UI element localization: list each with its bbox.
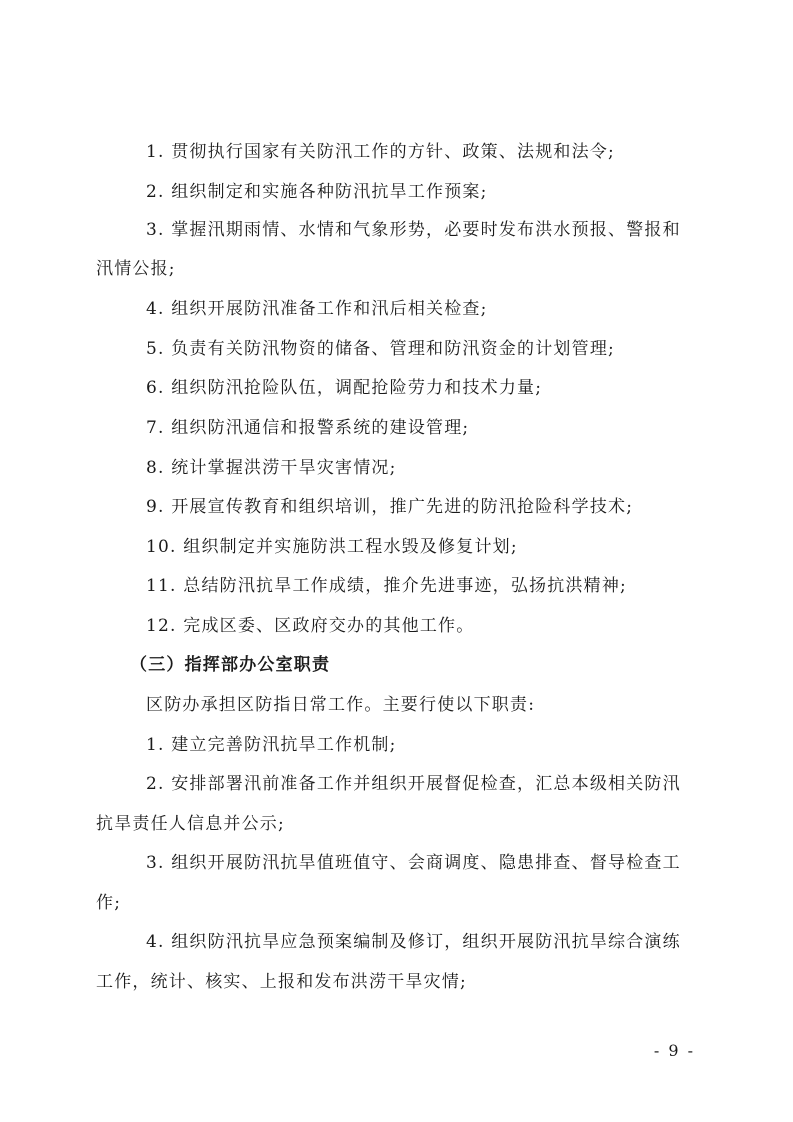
list-item: 1. 贯彻执行国家有关防汛工作的方针、政策、法规和法令; xyxy=(146,142,615,162)
list-item-continuation: 汛情公报; xyxy=(96,259,176,279)
list-item: 5. 负责有关防汛物资的储备、管理和防汛资金的计划管理; xyxy=(146,339,615,359)
list-item: 10. 组织制定并实施防洪工程水毁及修复计划; xyxy=(146,537,518,557)
list-item: 11. 总结防汛抗旱工作成绩，推介先进事迹，弘扬抗洪精神; xyxy=(146,576,627,596)
list-item-continuation: 作; xyxy=(96,893,122,913)
list-item-continuation: 工作，统计、核实、上报和发布洪涝干旱灾情; xyxy=(96,972,467,992)
list-item: 9. 开展宣传教育和组织培训，推广先进的防汛抢险科学技术; xyxy=(146,497,634,517)
list-item: 12. 完成区委、区政府交办的其他工作。 xyxy=(146,616,475,636)
list-item: 4. 组织防汛抗旱应急预案编制及修订，组织开展防汛抗旱综合演练 xyxy=(146,932,681,952)
list-item-continuation: 抗旱责任人信息并公示; xyxy=(96,814,285,834)
page-number: - 9 - xyxy=(653,1041,695,1060)
list-item: 3. 掌握汛期雨情、水情和气象形势，必要时发布洪水预报、警报和 xyxy=(146,220,681,240)
list-item: 2. 组织制定和实施各种防汛抗旱工作预案; xyxy=(146,182,488,202)
list-item: 2. 安排部署汛前准备工作并组织开展督促检查，汇总本级相关防汛 xyxy=(146,774,681,794)
list-item: 1. 建立完善防汛抗旱工作机制; xyxy=(146,735,397,755)
section-intro: 区防办承担区防指日常工作。主要行使以下职责: xyxy=(146,695,536,715)
list-item: 7. 组织防汛通信和报警系统的建设管理; xyxy=(146,418,470,438)
list-item: 4. 组织开展防汛准备工作和汛后相关检查; xyxy=(146,299,488,319)
list-item: 6. 组织防汛抢险队伍，调配抢险劳力和技术力量; xyxy=(146,378,543,398)
section-heading: （三）指挥部办公室职责 xyxy=(130,655,331,675)
list-item: 8. 统计掌握洪涝干旱灾害情况; xyxy=(146,458,397,478)
list-item: 3. 组织开展防汛抗旱值班值守、会商调度、隐患排查、督导检查工 xyxy=(146,853,681,873)
